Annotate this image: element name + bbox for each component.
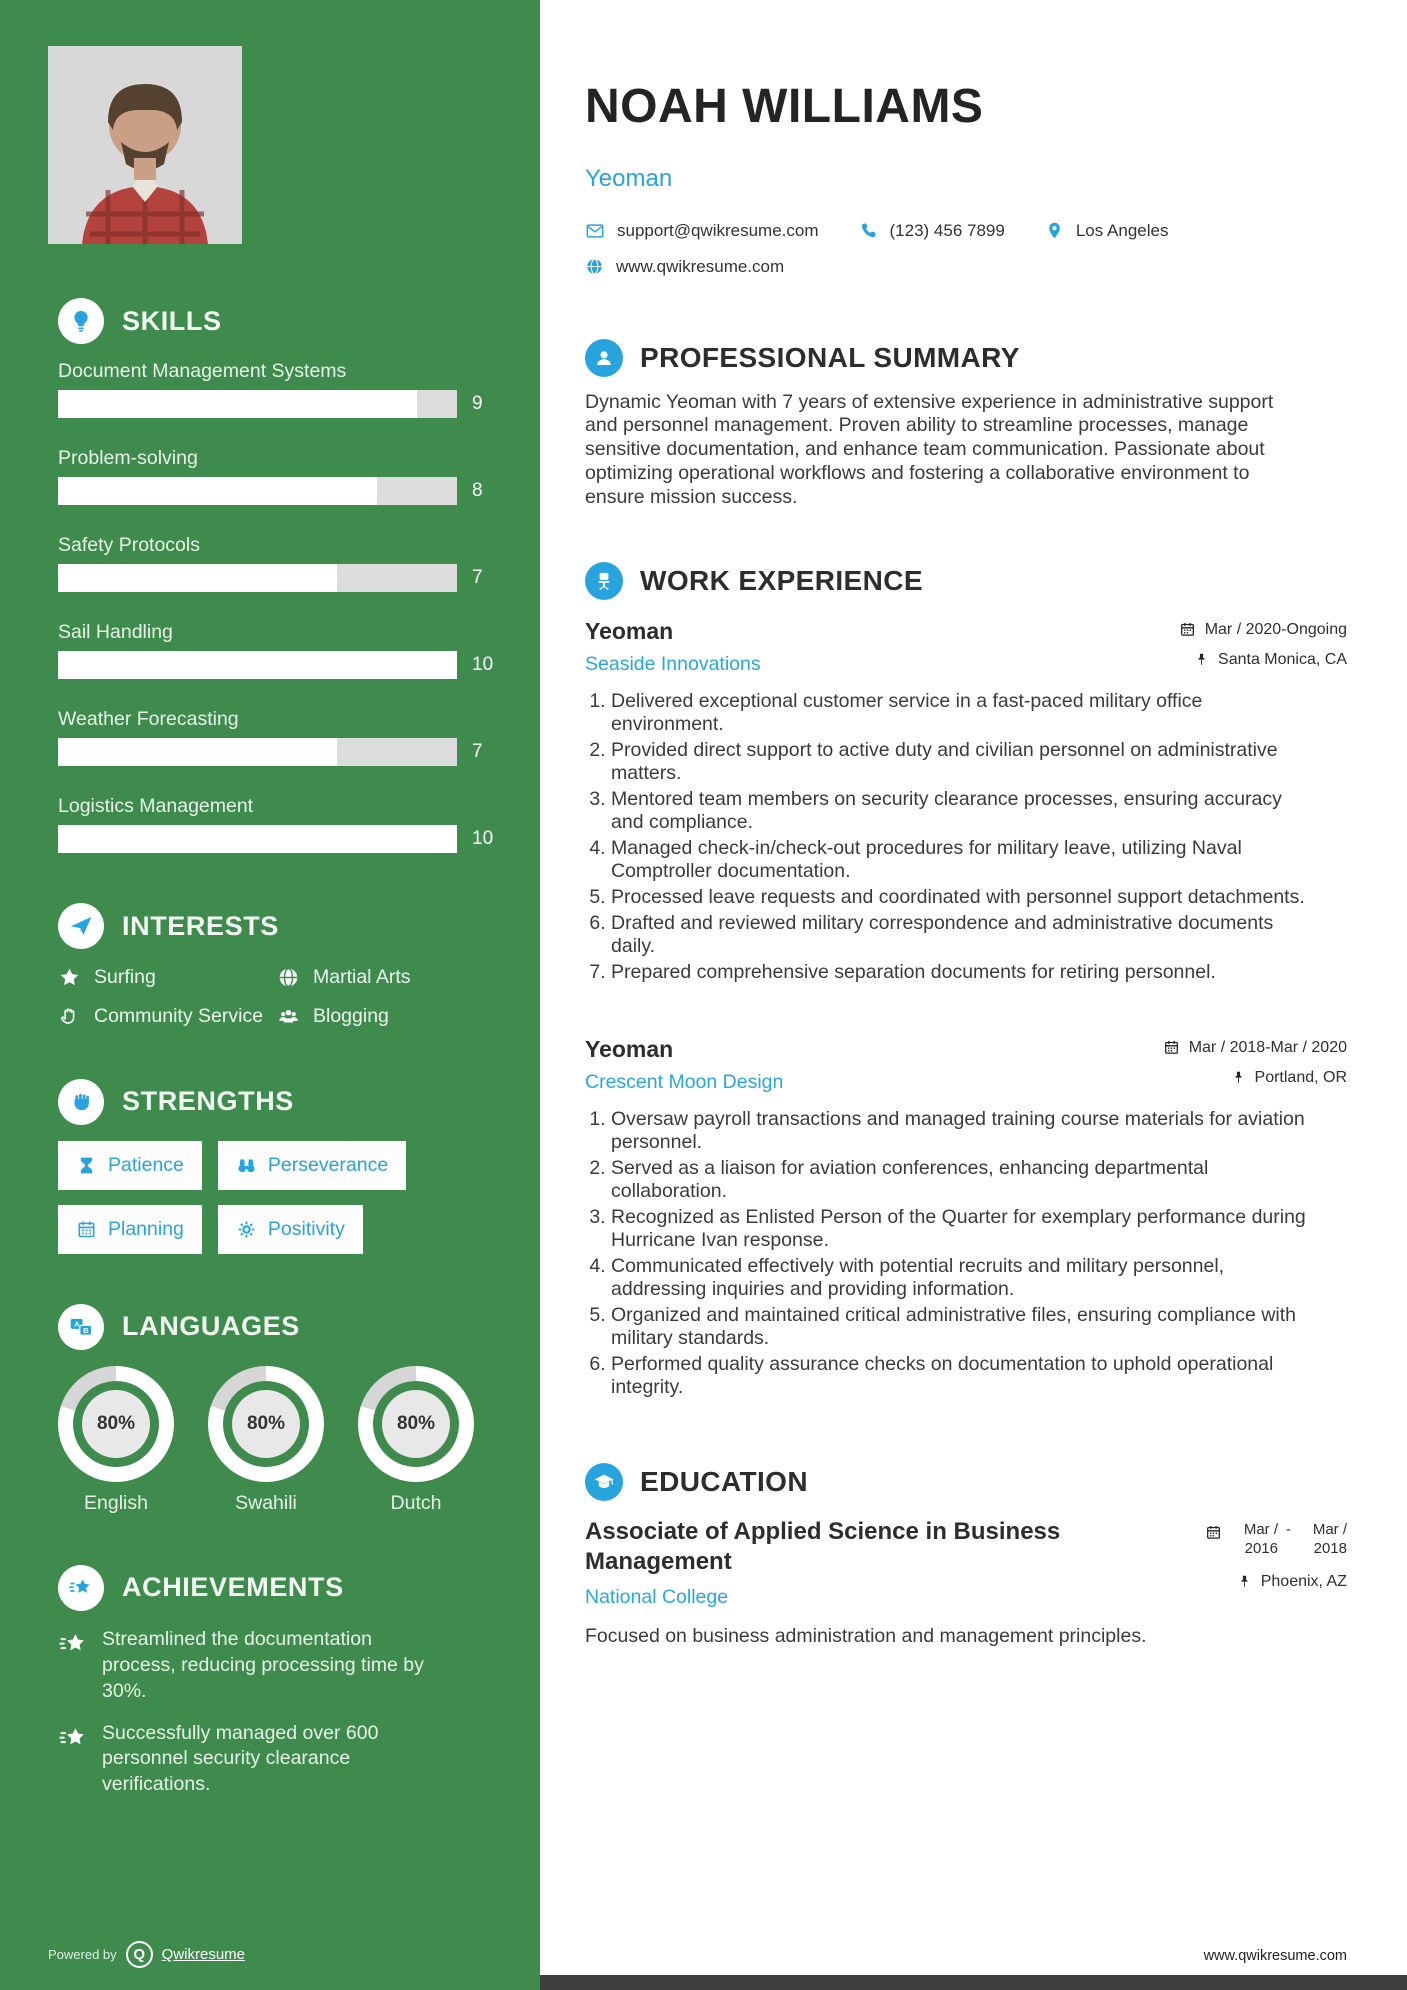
skill-value: 9: [472, 393, 483, 414]
skill-item: [58, 795, 500, 853]
job-title: Yeoman: [585, 617, 674, 644]
shooting-star-icon: [58, 1565, 104, 1611]
strength-label: Planning: [108, 1217, 184, 1240]
education-date-start: Mar / 2016: [1243, 1520, 1278, 1558]
languages-heading: LANGUAGES: [122, 1311, 300, 1342]
achievements-heading: ACHIEVEMENTS: [122, 1572, 344, 1603]
skill-bar: [58, 477, 457, 505]
job-bullet: 4. Communicated effectively with potential recruits and military personnel, addressing inquiries and providing information.: [611, 1255, 1311, 1301]
job-bullet: 1. Oversaw payroll transactions and managed training course materials for aviation personnel.: [611, 1108, 1311, 1154]
skill-value: 8: [472, 480, 483, 501]
interest-label: Blogging: [313, 1005, 389, 1028]
email-icon: [585, 221, 605, 241]
job-location: Portland, OR: [1254, 1068, 1347, 1086]
degree-title: Associate of Applied Science in Business Management: [585, 1517, 1061, 1576]
strength-label: Perseverance: [267, 1153, 389, 1176]
job-location: Santa Monica, CA: [1218, 650, 1347, 668]
job-dates: Mar / 2018-Mar / 2020: [1188, 1038, 1347, 1056]
website-link[interactable]: www.qwikresume.com: [616, 256, 785, 276]
summary-section: [585, 339, 1347, 510]
skill-label: Logistics Management: [58, 795, 254, 817]
skill-value: 7: [472, 741, 483, 762]
interests-heading: INTERESTS: [122, 910, 279, 941]
school-name: National College: [585, 1586, 729, 1609]
calendar-icon: [1163, 1039, 1180, 1056]
users-icon: [277, 1004, 300, 1028]
job-company: Seaside Innovations: [585, 652, 761, 675]
education-date-end: Mar / 2018: [1312, 1520, 1347, 1558]
skill-label: Sail Handling: [58, 621, 173, 643]
skills-heading: SKILLS: [122, 305, 222, 336]
skill-item: [58, 534, 500, 592]
achievement-item: [58, 1721, 500, 1799]
globe-icon: [277, 965, 300, 989]
skill-value: 7: [472, 567, 483, 588]
experience-heading: WORK EXPERIENCE: [640, 564, 923, 596]
summary-heading: PROFESSIONAL SUMMARY: [640, 341, 1020, 373]
sun-icon: [236, 1219, 257, 1240]
calendar-icon: [1179, 621, 1196, 638]
language-percent: 80%: [246, 1412, 286, 1434]
hand-icon: [58, 1004, 81, 1028]
job-bullet: 2. Provided direct support to active duty and civilian personnel on administrative matters.: [611, 739, 1311, 785]
achievement-item: [58, 1627, 500, 1705]
calendar-icon: [76, 1219, 97, 1240]
language-label: Swahili: [235, 1491, 297, 1514]
job-company: Crescent Moon Design: [585, 1070, 784, 1093]
page-bottom-strip: [540, 1975, 1407, 1990]
qwikresume-logo-icon: Q: [126, 1941, 153, 1968]
footer-website: www.qwikresume.com: [1203, 1948, 1347, 1964]
shooting-star-icon: [58, 1721, 89, 1754]
qwikresume-link[interactable]: Qwikresume: [161, 1946, 246, 1963]
language-percent: 80%: [96, 1412, 136, 1434]
interest-label: Surfing: [94, 966, 156, 988]
experience-section: [585, 562, 1347, 1399]
strengths-heading: STRENGTHS: [122, 1086, 294, 1117]
education-heading: EDUCATION: [640, 1465, 808, 1497]
powered-by-label: Powered by: [48, 1947, 117, 1962]
achievement-text: Streamlined the documentation process, reducing processing time by 30%.: [102, 1627, 424, 1702]
job-bullet: 5. Organized and maintained critical administrative files, ensuring compliance with military standards.: [611, 1304, 1311, 1350]
skill-bar: [58, 825, 457, 853]
graduation-cap-icon: [585, 1463, 623, 1501]
interest-item: [58, 1004, 277, 1028]
job-bullet: 2. Served as a liaison for aviation conferences, enhancing departmental collaboration.: [611, 1157, 1311, 1203]
language-label: Dutch: [390, 1491, 442, 1514]
skill-bar: [58, 390, 457, 418]
svg-text:B: B: [83, 1325, 89, 1335]
language-item: [208, 1366, 324, 1515]
skill-bar: [58, 564, 457, 592]
skill-item: [58, 360, 500, 418]
strength-item: [58, 1141, 202, 1190]
job-bullet: 6. Performed quality assurance checks on documentation to uphold operational integrity.: [611, 1353, 1311, 1399]
office-chair-icon: [585, 562, 623, 600]
binoculars-icon: [236, 1155, 257, 1176]
language-item: [358, 1366, 474, 1515]
strength-label: Positivity: [267, 1217, 345, 1240]
interest-item: [277, 1004, 500, 1028]
person-title: Yeoman: [585, 164, 673, 192]
strength-item: [218, 1141, 406, 1190]
location-pin-icon: [1045, 221, 1064, 240]
skill-label: Weather Forecasting: [58, 708, 239, 730]
job-dates: Mar / 2020-Ongoing: [1204, 620, 1347, 638]
education-entry: [585, 1517, 1347, 1609]
skill-item: [58, 621, 500, 679]
skill-label: Safety Protocols: [58, 534, 200, 556]
job-title: Yeoman: [585, 1035, 674, 1062]
fist-icon: [58, 1079, 104, 1125]
shooting-star-icon: [58, 1627, 89, 1660]
skill-label: Document Management Systems: [58, 360, 347, 382]
svg-text:A: A: [74, 1319, 80, 1329]
paper-plane-icon: [58, 903, 104, 949]
languages-section: [58, 1304, 500, 1515]
skill-label: Problem-solving: [58, 447, 198, 469]
skill-item: [58, 447, 500, 505]
job-bullet-list: [585, 1108, 1311, 1399]
skill-bar: [58, 651, 457, 679]
skill-value: 10: [472, 828, 494, 849]
phone-number: (123) 456 7899: [889, 220, 1005, 240]
strength-label: Patience: [108, 1153, 184, 1176]
profile-photo: [48, 46, 242, 244]
language-item: [58, 1366, 174, 1515]
contact-row: [585, 257, 1347, 277]
pushpin-icon: [1237, 1574, 1252, 1589]
sidebar: [0, 0, 540, 1990]
interests-section: [58, 903, 500, 1029]
language-donut: [208, 1366, 324, 1482]
pushpin-icon: [1231, 1070, 1246, 1085]
language-percent: 80%: [396, 1412, 436, 1434]
language-donut: [358, 1366, 474, 1482]
email-link[interactable]: support@qwikresume.com: [617, 220, 819, 240]
job-bullet: 1. Delivered exceptional customer service in a fast-paced military office environment.: [611, 690, 1311, 736]
job-bullet: 7. Prepared comprehensive separation documents for retiring personnel.: [611, 961, 1311, 984]
job-bullet: 3. Mentored team members on security clearance processes, ensuring accuracy and compliance.: [611, 788, 1311, 834]
interest-label: Community Service: [94, 1005, 264, 1028]
person-name: NOAH WILLIAMS: [585, 80, 984, 134]
lightbulb-icon: [58, 298, 104, 344]
achievement-text: Successfully managed over 600 personnel security clearance verifications.: [102, 1721, 379, 1796]
education-date-separator: -: [1286, 1520, 1291, 1538]
phone-icon: [859, 221, 878, 240]
education-location: Phoenix, AZ: [1260, 1572, 1347, 1590]
achievements-section: [58, 1565, 500, 1799]
job-bullet: 5. Processed leave requests and coordinated with personnel support detachments.: [611, 886, 1311, 909]
job-bullet: 6. Drafted and reviewed military correspondence and administrative documents daily.: [611, 912, 1311, 958]
skill-item: [58, 708, 500, 766]
main-content: [540, 0, 1407, 1990]
summary-text: Dynamic Yeoman with 7 years of extensive experience in administrative support and personnel management. Proven ability to streamline processes, manage sensitive documentation, and enhance team communication. Passionate about optimizing operational workflows and fostering a collaborative environment to ensure mission success.: [585, 390, 1274, 508]
strength-item: [218, 1205, 363, 1254]
skill-value: 10: [472, 654, 494, 675]
job-bullet: 4. Managed check-in/check-out procedures for military leave, utilizing Naval Comptroller documentation.: [611, 837, 1311, 883]
globe-icon: [585, 257, 604, 276]
skills-section: [58, 298, 500, 853]
language-donut: [58, 1366, 174, 1482]
education-description: Focused on business administration and management principles.: [585, 1625, 1147, 1648]
skill-bar: [58, 738, 457, 766]
job-bullet-list: [585, 690, 1311, 984]
job-bullet: 3. Recognized as Enlisted Person of the Quarter for exemplary performance during Hurricane Ivan response.: [611, 1206, 1311, 1252]
contact-row: [585, 221, 1347, 241]
translate-icon: [58, 1304, 104, 1350]
strength-item: [58, 1205, 202, 1254]
sidebar-footer: [48, 1941, 245, 1968]
calendar-icon: [1205, 1524, 1222, 1541]
pushpin-icon: [1194, 652, 1209, 667]
interest-item: [277, 965, 500, 989]
strengths-section: [58, 1079, 500, 1254]
hourglass-icon: [76, 1155, 97, 1176]
education-dates: [1205, 1520, 1347, 1559]
interest-item: [58, 965, 277, 989]
language-label: English: [84, 1491, 148, 1514]
user-icon: [585, 339, 623, 377]
education-section: [585, 1463, 1347, 1648]
job-entry: [585, 618, 1347, 984]
job-entry: [585, 1036, 1347, 1399]
interest-label: Martial Arts: [313, 966, 411, 988]
location-text: Los Angeles: [1075, 220, 1169, 240]
star-icon: [58, 965, 81, 989]
